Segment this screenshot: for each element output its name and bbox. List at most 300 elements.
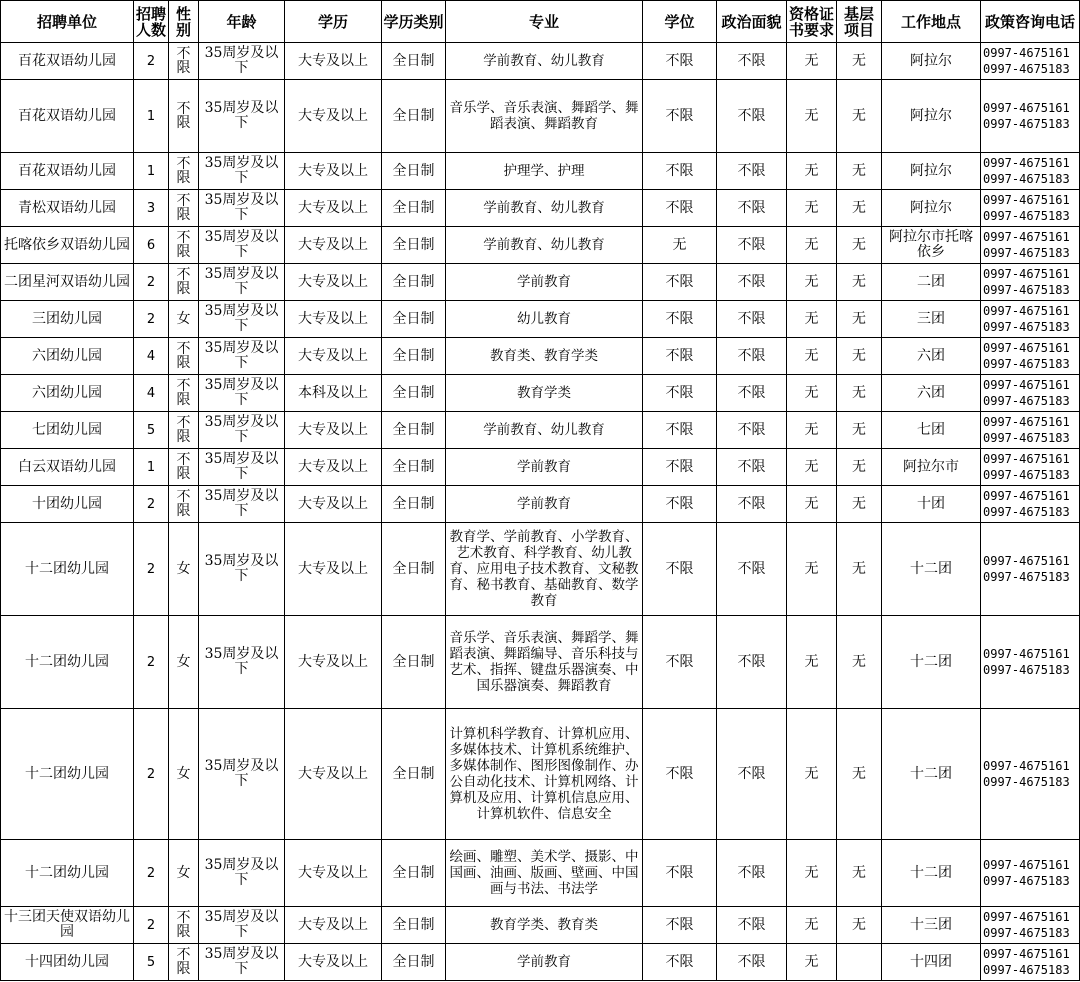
cell-gender: 女 xyxy=(169,523,199,616)
cell-certificate: 无 xyxy=(787,709,837,840)
cell-certificate: 无 xyxy=(787,227,837,264)
table-row xyxy=(1,227,1080,264)
cell-location: 七团 xyxy=(882,412,981,449)
cell-education: 大专及以上 xyxy=(285,449,382,486)
cell-gender: 女 xyxy=(169,840,199,907)
cell-education: 大专及以上 xyxy=(285,412,382,449)
header-row xyxy=(1,1,1080,43)
cell-education: 大专及以上 xyxy=(285,486,382,523)
cell-major: 音乐学、音乐表演、舞蹈学、舞蹈表演、舞蹈编导、音乐科技与艺术、指挥、键盘乐器演奏、中国乐器演奏、舞蹈教育 xyxy=(446,616,643,709)
cell-political: 不限 xyxy=(717,375,787,412)
cell-political: 不限 xyxy=(717,907,787,944)
cell-grassroots: 无 xyxy=(837,301,882,338)
cell-education: 大专及以上 xyxy=(285,338,382,375)
cell-unit: 青松双语幼儿园 xyxy=(1,190,134,227)
cell-count: 1 xyxy=(134,449,169,486)
phone-line-2: 0997-4675183 xyxy=(983,117,1070,131)
cell-phone xyxy=(981,338,1080,375)
cell-degree: 不限 xyxy=(643,301,717,338)
cell-degree: 不限 xyxy=(643,616,717,709)
cell-certificate: 无 xyxy=(787,338,837,375)
cell-edu-type: 全日制 xyxy=(382,840,446,907)
cell-unit: 十二团幼儿园 xyxy=(1,840,134,907)
cell-edu-type: 全日制 xyxy=(382,944,446,981)
cell-phone xyxy=(981,486,1080,523)
cell-age: 35周岁及以下 xyxy=(199,709,285,840)
cell-grassroots: 无 xyxy=(837,709,882,840)
phone-line-2: 0997-4675183 xyxy=(983,775,1070,789)
cell-political: 不限 xyxy=(717,616,787,709)
phone-line-2: 0997-4675183 xyxy=(983,283,1070,297)
cell-unit: 十三团天使双语幼儿园 xyxy=(1,907,134,944)
cell-unit: 十团幼儿园 xyxy=(1,486,134,523)
cell-degree: 不限 xyxy=(643,907,717,944)
table-row xyxy=(1,301,1080,338)
cell-edu-type: 全日制 xyxy=(382,709,446,840)
cell-major: 音乐学、音乐表演、舞蹈学、舞蹈表演、舞蹈教育 xyxy=(446,80,643,153)
cell-location: 十三团 xyxy=(882,907,981,944)
cell-grassroots: 无 xyxy=(837,486,882,523)
cell-edu-type: 全日制 xyxy=(382,907,446,944)
header-major: 专业 xyxy=(446,1,643,43)
cell-unit: 托喀依乡双语幼儿园 xyxy=(1,227,134,264)
cell-major: 学前教育 xyxy=(446,486,643,523)
cell-phone xyxy=(981,264,1080,301)
phone-line-1: 0997-4675161 xyxy=(983,554,1070,568)
cell-education: 大专及以上 xyxy=(285,907,382,944)
phone-line-1: 0997-4675161 xyxy=(983,489,1070,503)
cell-count: 4 xyxy=(134,338,169,375)
cell-age: 35周岁及以下 xyxy=(199,80,285,153)
cell-political: 不限 xyxy=(717,523,787,616)
cell-edu-type: 全日制 xyxy=(382,227,446,264)
cell-age: 35周岁及以下 xyxy=(199,375,285,412)
cell-edu-type: 全日制 xyxy=(382,264,446,301)
cell-degree: 不限 xyxy=(643,840,717,907)
phone-line-2: 0997-4675183 xyxy=(983,431,1070,445)
cell-degree: 不限 xyxy=(643,412,717,449)
cell-age: 35周岁及以下 xyxy=(199,412,285,449)
phone-line-1: 0997-4675161 xyxy=(983,304,1070,318)
cell-edu-type: 全日制 xyxy=(382,449,446,486)
phone-line-1: 0997-4675161 xyxy=(983,46,1070,60)
phone-line-2: 0997-4675183 xyxy=(983,62,1070,76)
cell-gender: 不限 xyxy=(169,944,199,981)
cell-education: 大专及以上 xyxy=(285,190,382,227)
cell-phone xyxy=(981,412,1080,449)
cell-phone xyxy=(981,190,1080,227)
cell-age: 35周岁及以下 xyxy=(199,616,285,709)
phone-line-1: 0997-4675161 xyxy=(983,230,1070,244)
cell-phone xyxy=(981,907,1080,944)
cell-count: 2 xyxy=(134,907,169,944)
cell-degree: 不限 xyxy=(643,80,717,153)
table-row xyxy=(1,412,1080,449)
cell-grassroots: 无 xyxy=(837,264,882,301)
cell-gender: 不限 xyxy=(169,338,199,375)
cell-phone xyxy=(981,375,1080,412)
cell-degree: 无 xyxy=(643,227,717,264)
cell-count: 2 xyxy=(134,523,169,616)
cell-degree: 不限 xyxy=(643,944,717,981)
cell-phone xyxy=(981,80,1080,153)
cell-count: 2 xyxy=(134,616,169,709)
cell-degree: 不限 xyxy=(643,709,717,840)
phone-line-1: 0997-4675161 xyxy=(983,267,1070,281)
cell-phone xyxy=(981,227,1080,264)
cell-phone xyxy=(981,301,1080,338)
table-row xyxy=(1,449,1080,486)
header-grassroots: 基层项目 xyxy=(837,1,882,43)
cell-political: 不限 xyxy=(717,944,787,981)
table-row xyxy=(1,944,1080,981)
cell-age: 35周岁及以下 xyxy=(199,486,285,523)
cell-major: 学前教育、幼儿教育 xyxy=(446,43,643,80)
cell-location: 阿拉尔 xyxy=(882,190,981,227)
header-age: 年龄 xyxy=(199,1,285,43)
cell-unit: 百花双语幼儿园 xyxy=(1,153,134,190)
cell-edu-type: 全日制 xyxy=(382,486,446,523)
cell-education: 大专及以上 xyxy=(285,523,382,616)
cell-location: 六团 xyxy=(882,375,981,412)
cell-unit: 百花双语幼儿园 xyxy=(1,80,134,153)
phone-line-2: 0997-4675183 xyxy=(983,926,1070,940)
cell-political: 不限 xyxy=(717,153,787,190)
phone-line-1: 0997-4675161 xyxy=(983,415,1070,429)
cell-unit: 七团幼儿园 xyxy=(1,412,134,449)
cell-location: 十二团 xyxy=(882,523,981,616)
cell-location: 阿拉尔 xyxy=(882,43,981,80)
table-row xyxy=(1,190,1080,227)
phone-line-1: 0997-4675161 xyxy=(983,647,1070,661)
header-phone: 政策咨询电话 xyxy=(981,1,1080,43)
cell-education: 大专及以上 xyxy=(285,709,382,840)
cell-phone xyxy=(981,449,1080,486)
cell-degree: 不限 xyxy=(643,523,717,616)
table-row xyxy=(1,375,1080,412)
phone-line-1: 0997-4675161 xyxy=(983,947,1070,961)
cell-edu-type: 全日制 xyxy=(382,375,446,412)
cell-major: 学前教育 xyxy=(446,264,643,301)
header-edu-type: 学历类别 xyxy=(382,1,446,43)
cell-edu-type: 全日制 xyxy=(382,616,446,709)
phone-line-1: 0997-4675161 xyxy=(983,101,1070,115)
cell-edu-type: 全日制 xyxy=(382,412,446,449)
table-row xyxy=(1,80,1080,153)
cell-certificate: 无 xyxy=(787,190,837,227)
cell-location: 阿拉尔 xyxy=(882,153,981,190)
cell-major: 学前教育、幼儿教育 xyxy=(446,412,643,449)
cell-unit: 六团幼儿园 xyxy=(1,338,134,375)
table-row xyxy=(1,616,1080,709)
cell-degree: 不限 xyxy=(643,43,717,80)
cell-unit: 三团幼儿园 xyxy=(1,301,134,338)
cell-education: 大专及以上 xyxy=(285,616,382,709)
cell-grassroots: 无 xyxy=(837,43,882,80)
table-row xyxy=(1,264,1080,301)
cell-political: 不限 xyxy=(717,486,787,523)
cell-certificate: 无 xyxy=(787,153,837,190)
cell-grassroots xyxy=(837,944,882,981)
cell-unit: 百花双语幼儿园 xyxy=(1,43,134,80)
cell-political: 不限 xyxy=(717,449,787,486)
cell-gender: 不限 xyxy=(169,907,199,944)
phone-line-1: 0997-4675161 xyxy=(983,910,1070,924)
cell-education: 大专及以上 xyxy=(285,944,382,981)
phone-line-2: 0997-4675183 xyxy=(983,172,1070,186)
cell-age: 35周岁及以下 xyxy=(199,153,285,190)
cell-age: 35周岁及以下 xyxy=(199,338,285,375)
cell-location: 阿拉尔 xyxy=(882,80,981,153)
cell-count: 2 xyxy=(134,301,169,338)
cell-degree: 不限 xyxy=(643,153,717,190)
cell-education: 大专及以上 xyxy=(285,80,382,153)
cell-age: 35周岁及以下 xyxy=(199,907,285,944)
phone-line-1: 0997-4675161 xyxy=(983,156,1070,170)
cell-major: 护理学、护理 xyxy=(446,153,643,190)
phone-line-2: 0997-4675183 xyxy=(983,357,1070,371)
table-row xyxy=(1,43,1080,80)
header-count: 招聘人数 xyxy=(134,1,169,43)
cell-age: 35周岁及以下 xyxy=(199,840,285,907)
cell-major: 学前教育 xyxy=(446,449,643,486)
cell-gender: 不限 xyxy=(169,449,199,486)
cell-phone xyxy=(981,616,1080,709)
cell-political: 不限 xyxy=(717,190,787,227)
cell-major: 教育类、教育学类 xyxy=(446,338,643,375)
cell-certificate: 无 xyxy=(787,907,837,944)
cell-education: 大专及以上 xyxy=(285,301,382,338)
cell-count: 4 xyxy=(134,375,169,412)
cell-gender: 不限 xyxy=(169,43,199,80)
cell-political: 不限 xyxy=(717,227,787,264)
cell-edu-type: 全日制 xyxy=(382,190,446,227)
phone-line-2: 0997-4675183 xyxy=(983,570,1070,584)
cell-degree: 不限 xyxy=(643,449,717,486)
cell-edu-type: 全日制 xyxy=(382,80,446,153)
cell-age: 35周岁及以下 xyxy=(199,523,285,616)
cell-count: 5 xyxy=(134,944,169,981)
cell-political: 不限 xyxy=(717,709,787,840)
cell-unit: 十四团幼儿园 xyxy=(1,944,134,981)
cell-gender: 女 xyxy=(169,709,199,840)
cell-location: 十团 xyxy=(882,486,981,523)
table-row xyxy=(1,840,1080,907)
cell-age: 35周岁及以下 xyxy=(199,944,285,981)
cell-degree: 不限 xyxy=(643,338,717,375)
cell-phone xyxy=(981,709,1080,840)
cell-major: 学前教育、幼儿教育 xyxy=(446,190,643,227)
table-row xyxy=(1,338,1080,375)
cell-major: 幼儿教育 xyxy=(446,301,643,338)
cell-education: 大专及以上 xyxy=(285,840,382,907)
header-political: 政治面貌 xyxy=(717,1,787,43)
cell-gender: 女 xyxy=(169,616,199,709)
cell-count: 5 xyxy=(134,412,169,449)
phone-line-1: 0997-4675161 xyxy=(983,759,1070,773)
cell-political: 不限 xyxy=(717,338,787,375)
cell-grassroots: 无 xyxy=(837,153,882,190)
cell-location: 六团 xyxy=(882,338,981,375)
phone-line-2: 0997-4675183 xyxy=(983,874,1070,888)
cell-location: 三团 xyxy=(882,301,981,338)
cell-political: 不限 xyxy=(717,264,787,301)
cell-location: 阿拉尔市托喀依乡 xyxy=(882,227,981,264)
cell-certificate: 无 xyxy=(787,264,837,301)
phone-line-2: 0997-4675183 xyxy=(983,246,1070,260)
phone-line-2: 0997-4675183 xyxy=(983,468,1070,482)
cell-unit: 十二团幼儿园 xyxy=(1,523,134,616)
cell-count: 3 xyxy=(134,190,169,227)
cell-certificate: 无 xyxy=(787,616,837,709)
cell-grassroots: 无 xyxy=(837,80,882,153)
header-location: 工作地点 xyxy=(882,1,981,43)
cell-age: 35周岁及以下 xyxy=(199,227,285,264)
cell-grassroots: 无 xyxy=(837,616,882,709)
cell-major: 教育学类、教育类 xyxy=(446,907,643,944)
cell-count: 1 xyxy=(134,153,169,190)
cell-certificate: 无 xyxy=(787,523,837,616)
header-degree: 学位 xyxy=(643,1,717,43)
cell-location: 十二团 xyxy=(882,840,981,907)
cell-degree: 不限 xyxy=(643,486,717,523)
phone-line-2: 0997-4675183 xyxy=(983,963,1070,977)
cell-age: 35周岁及以下 xyxy=(199,301,285,338)
header-gender: 性别 xyxy=(169,1,199,43)
cell-gender: 不限 xyxy=(169,264,199,301)
header-certificate: 资格证书要求 xyxy=(787,1,837,43)
cell-edu-type: 全日制 xyxy=(382,43,446,80)
cell-certificate: 无 xyxy=(787,944,837,981)
cell-unit: 六团幼儿园 xyxy=(1,375,134,412)
cell-certificate: 无 xyxy=(787,80,837,153)
phone-line-2: 0997-4675183 xyxy=(983,320,1070,334)
cell-edu-type: 全日制 xyxy=(382,338,446,375)
phone-line-1: 0997-4675161 xyxy=(983,341,1070,355)
cell-major: 教育学类 xyxy=(446,375,643,412)
table-body xyxy=(1,43,1080,981)
cell-edu-type: 全日制 xyxy=(382,301,446,338)
cell-certificate: 无 xyxy=(787,43,837,80)
cell-age: 35周岁及以下 xyxy=(199,449,285,486)
cell-certificate: 无 xyxy=(787,301,837,338)
header-unit: 招聘单位 xyxy=(1,1,134,43)
cell-grassroots: 无 xyxy=(837,412,882,449)
cell-political: 不限 xyxy=(717,412,787,449)
cell-count: 6 xyxy=(134,227,169,264)
cell-count: 2 xyxy=(134,43,169,80)
cell-grassroots: 无 xyxy=(837,449,882,486)
cell-age: 35周岁及以下 xyxy=(199,190,285,227)
cell-gender: 不限 xyxy=(169,227,199,264)
cell-gender: 不限 xyxy=(169,375,199,412)
cell-degree: 不限 xyxy=(643,375,717,412)
cell-education: 大专及以上 xyxy=(285,43,382,80)
cell-education: 本科及以上 xyxy=(285,375,382,412)
cell-education: 大专及以上 xyxy=(285,227,382,264)
cell-major: 教育学、学前教育、小学教育、艺术教育、科学教育、幼儿教育、应用电子技术教育、文秘教育、秘书教育、基础教育、数学教育 xyxy=(446,523,643,616)
cell-certificate: 无 xyxy=(787,449,837,486)
cell-age: 35周岁及以下 xyxy=(199,264,285,301)
phone-line-2: 0997-4675183 xyxy=(983,394,1070,408)
cell-degree: 不限 xyxy=(643,190,717,227)
cell-gender: 不限 xyxy=(169,80,199,153)
cell-grassroots: 无 xyxy=(837,227,882,264)
cell-phone xyxy=(981,840,1080,907)
cell-unit: 十二团幼儿园 xyxy=(1,709,134,840)
cell-degree: 不限 xyxy=(643,264,717,301)
phone-line-1: 0997-4675161 xyxy=(983,858,1070,872)
cell-count: 1 xyxy=(134,80,169,153)
cell-grassroots: 无 xyxy=(837,907,882,944)
cell-grassroots: 无 xyxy=(837,190,882,227)
cell-unit: 十二团幼儿园 xyxy=(1,616,134,709)
phone-line-2: 0997-4675183 xyxy=(983,663,1070,677)
cell-edu-type: 全日制 xyxy=(382,523,446,616)
cell-certificate: 无 xyxy=(787,486,837,523)
cell-count: 2 xyxy=(134,840,169,907)
cell-gender: 不限 xyxy=(169,190,199,227)
cell-education: 大专及以上 xyxy=(285,153,382,190)
cell-grassroots: 无 xyxy=(837,375,882,412)
header-education: 学历 xyxy=(285,1,382,43)
cell-phone xyxy=(981,153,1080,190)
cell-phone xyxy=(981,43,1080,80)
cell-gender: 不限 xyxy=(169,153,199,190)
cell-major: 学前教育、幼儿教育 xyxy=(446,227,643,264)
cell-age: 35周岁及以下 xyxy=(199,43,285,80)
cell-unit: 二团星河双语幼儿园 xyxy=(1,264,134,301)
cell-phone xyxy=(981,523,1080,616)
cell-certificate: 无 xyxy=(787,375,837,412)
phone-line-1: 0997-4675161 xyxy=(983,378,1070,392)
cell-unit: 白云双语幼儿园 xyxy=(1,449,134,486)
table-row xyxy=(1,709,1080,840)
phone-line-2: 0997-4675183 xyxy=(983,209,1070,223)
cell-certificate: 无 xyxy=(787,840,837,907)
cell-edu-type: 全日制 xyxy=(382,153,446,190)
cell-grassroots: 无 xyxy=(837,840,882,907)
cell-political: 不限 xyxy=(717,43,787,80)
table-row xyxy=(1,486,1080,523)
phone-line-1: 0997-4675161 xyxy=(983,452,1070,466)
table-row xyxy=(1,907,1080,944)
cell-count: 2 xyxy=(134,264,169,301)
cell-count: 2 xyxy=(134,709,169,840)
cell-education: 大专及以上 xyxy=(285,264,382,301)
cell-certificate: 无 xyxy=(787,412,837,449)
table-row xyxy=(1,153,1080,190)
cell-phone xyxy=(981,944,1080,981)
cell-political: 不限 xyxy=(717,840,787,907)
cell-location: 十二团 xyxy=(882,616,981,709)
table-row xyxy=(1,523,1080,616)
cell-location: 十四团 xyxy=(882,944,981,981)
cell-political: 不限 xyxy=(717,301,787,338)
cell-location: 十二团 xyxy=(882,709,981,840)
cell-major: 学前教育 xyxy=(446,944,643,981)
cell-gender: 不限 xyxy=(169,412,199,449)
phone-line-1: 0997-4675161 xyxy=(983,193,1070,207)
cell-location: 阿拉尔市 xyxy=(882,449,981,486)
cell-count: 2 xyxy=(134,486,169,523)
cell-grassroots: 无 xyxy=(837,338,882,375)
cell-grassroots: 无 xyxy=(837,523,882,616)
phone-line-2: 0997-4675183 xyxy=(983,505,1070,519)
cell-major: 计算机科学教育、计算机应用、多媒体技术、计算机系统维护、多媒体制作、图形图像制作、办公自动化技术、计算机网络、计算机及应用、计算机信息应用、计算机软件、信息安全 xyxy=(446,709,643,840)
cell-gender: 不限 xyxy=(169,486,199,523)
cell-gender: 女 xyxy=(169,301,199,338)
